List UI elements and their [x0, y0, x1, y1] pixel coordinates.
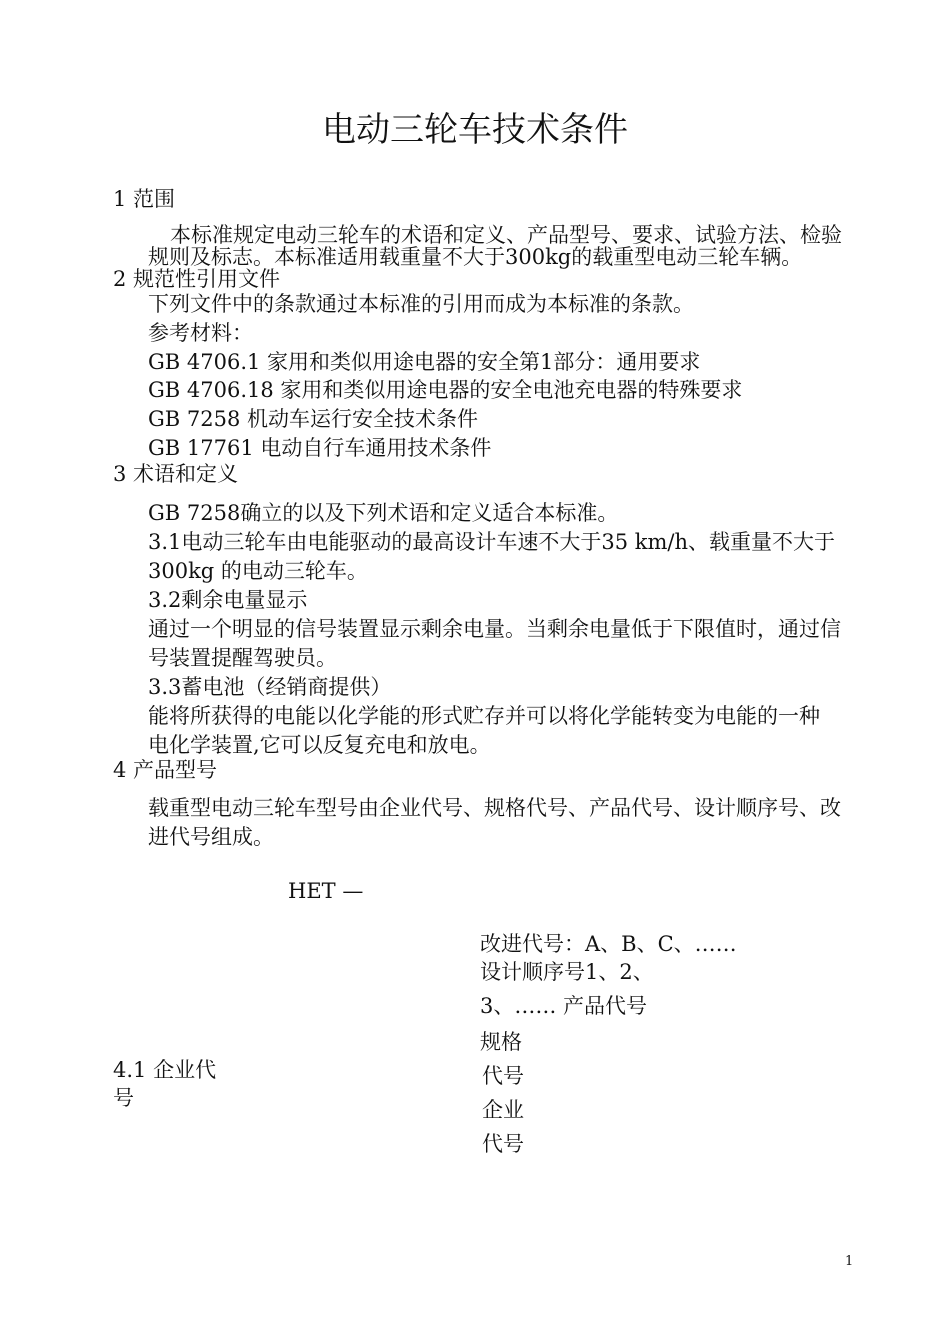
section-2-intro: 下列文件中的条款通过本标准的引用而成为本标准的条款。: [148, 292, 694, 316]
reference-item: GB 17761 电动自行车通用技术条件: [148, 436, 492, 460]
section-2-ref-label: 参考材料：: [148, 321, 253, 345]
diagram-label: 3、…… 产品代号: [480, 994, 648, 1018]
definition-3-2-line-2: 号装置提醒驾驶员。: [148, 646, 337, 670]
section-1-paragraph-line-2: 规则及标志。本标准适用载重量不大于300kg的载重型电动三轮车辆。: [148, 245, 803, 269]
diagram-label: 代号: [482, 1132, 524, 1156]
definition-3-2-title: 3.2剩余电量显示: [148, 588, 308, 612]
page-title: 电动三轮车技术条件: [322, 110, 628, 150]
section-1-paragraph-line-1: 本标准规定电动三轮车的术语和定义、产品型号、要求、试验方法、检验: [170, 223, 842, 247]
diagram-label: 规格: [480, 1030, 522, 1054]
reference-item: GB 4706.18 家用和类似用途电器的安全电池充电器的特殊要求: [148, 378, 743, 402]
reference-item: GB 7258 机动车运行安全技术条件: [148, 407, 479, 431]
definition-3-3-title: 3.3蓄电池（经销商提供）: [148, 675, 392, 699]
definition-3-1-line-1: 3.1电动三轮车由电能驱动的最高设计车速不大于35 km/h、载重量不大于: [148, 530, 836, 554]
section-4-heading: 4 产品型号: [113, 758, 218, 782]
page-number: 1: [845, 1254, 854, 1269]
model-code: HET —: [288, 879, 364, 903]
subsection-4-1-line-2: 号: [113, 1086, 134, 1110]
definition-3-3-line-2: 电化学装置,它可以反复充电和放电。: [148, 733, 491, 757]
section-2-heading: 2 规范性引用文件: [113, 267, 281, 291]
section-4-paragraph-line-2: 进代号组成。: [148, 825, 274, 849]
diagram-label: 改进代号：A、B、C、……: [480, 932, 737, 956]
section-1-heading: 1 范围: [113, 187, 176, 211]
diagram-label: 企业: [482, 1098, 524, 1122]
definition-3-1-line-2: 300kg 的电动三轮车。: [148, 559, 368, 583]
section-3-intro: GB 7258确立的以及下列术语和定义适合本标准。: [148, 501, 619, 525]
diagram-label: 代号: [482, 1064, 524, 1088]
section-4-paragraph-line-1: 载重型电动三轮车型号由企业代号、规格代号、产品代号、设计顺序号、改: [148, 796, 841, 820]
reference-item: GB 4706.1 家用和类似用途电器的安全第1部分：通用要求: [148, 350, 701, 374]
section-3-heading: 3 术语和定义: [113, 462, 239, 486]
definition-3-2-line-1: 通过一个明显的信号装置显示剩余电量。当剩余电量低于下限值时，通过信: [148, 617, 841, 641]
diagram-label: 设计顺序号1、2、: [480, 960, 654, 984]
subsection-4-1-line-1: 4.1 企业代: [113, 1058, 217, 1082]
definition-3-3-line-1: 能将所获得的电能以化学能的形式贮存并可以将化学能转变为电能的一种: [148, 704, 820, 728]
